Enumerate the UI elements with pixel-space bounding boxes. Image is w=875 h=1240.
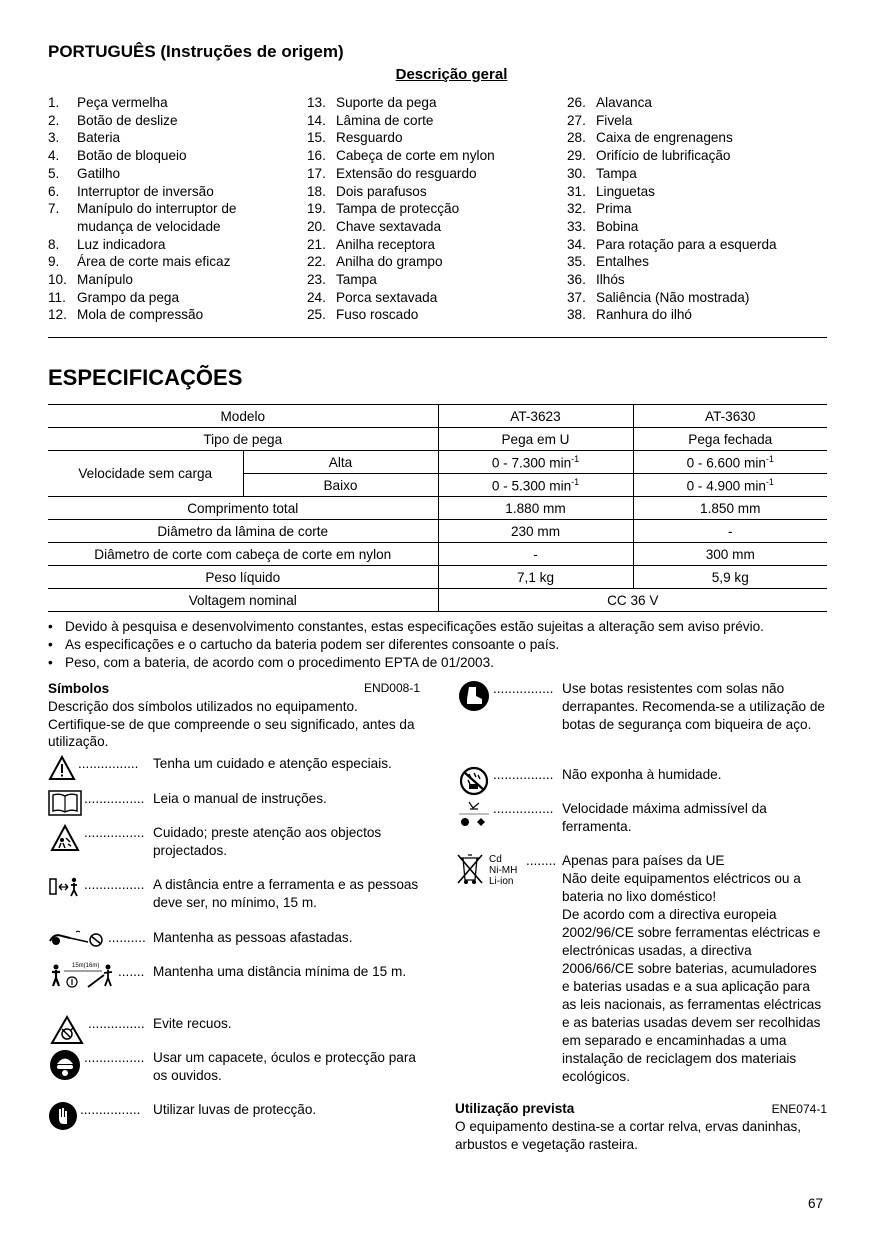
item-label: Manípulo do interruptor de mudança de velocidade [77, 201, 237, 234]
item-label: Manípulo [77, 272, 133, 288]
item-label: Anilha do grampo [336, 254, 443, 270]
item-number: 5. [48, 165, 60, 181]
list-item: • Devido à pesquisa e desenvolvimento constantes, estas especificações estão sujeitas a alteração sem aviso prévio. [48, 619, 764, 634]
table-cell: Baixo [243, 474, 438, 497]
list-item [567, 183, 827, 201]
table-cell: 0 - 7.300 $\min^{-1}$ [438, 451, 633, 474]
keep-away-icon [46, 929, 108, 949]
item-label: Bateria [77, 130, 121, 146]
item-number: 28. [567, 130, 586, 146]
item-number: 24. [307, 289, 326, 305]
table-row [48, 428, 827, 451]
symbol-row: ................ Cuidado; preste atenção aos objectos projectados. [46, 824, 426, 860]
item-number: 29. [567, 148, 586, 164]
item-number: 20. [307, 218, 326, 234]
table-cell: 300 mm [633, 543, 827, 566]
item-number: 15. [307, 130, 326, 146]
table-cell: Peso líquido [48, 566, 438, 589]
item-label: Fuso roscado [336, 307, 419, 323]
item-number: 9. [48, 254, 60, 270]
helmet-goggles-icon [46, 1049, 84, 1085]
item-number: 11. [48, 289, 66, 305]
list-item [307, 236, 552, 254]
manual-book-icon [46, 790, 84, 816]
item-number: 16. [307, 148, 326, 164]
item-number: 1. [48, 95, 60, 110]
gloves-icon [46, 1101, 80, 1131]
table-cell: 0 - 5.300 $\min^{-1}$ [438, 474, 633, 497]
item-number: 6. [48, 183, 60, 199]
table-cell: AT-3623 [438, 405, 633, 428]
item-number: 35. [567, 254, 586, 270]
item-label: Ilhós [596, 272, 625, 288]
item-label: Porca sextavada [336, 289, 438, 305]
item-number: 33. [567, 218, 586, 234]
item-label: Linguetas [596, 183, 655, 199]
item-label: Botão de bloqueio [77, 148, 187, 164]
symbol-row: ................ Não exponha à humidade. [455, 766, 827, 796]
item-number: 34. [567, 236, 586, 252]
item-label: Tampa [596, 165, 637, 181]
table-cell: Tipo de pega [48, 428, 438, 451]
table-row [48, 451, 827, 474]
parts-column-1 [48, 94, 288, 324]
table-cell: - [633, 520, 827, 543]
distance-icon [46, 876, 84, 912]
list-item [48, 306, 288, 324]
item-label: Fivela [596, 112, 633, 128]
item-label: Bobina [596, 218, 639, 234]
item-number: 3. [48, 130, 60, 146]
projected-objects-icon [46, 824, 84, 860]
list-item [307, 165, 552, 183]
specs-table [48, 404, 827, 612]
item-label: Botão de deslize [77, 112, 178, 128]
table-cell: AT-3630 [633, 405, 827, 428]
symbol-row: ................ A distância entre a ferramenta e as pessoas deve ser, no mínimo, 15 m. [46, 876, 426, 912]
symbol-row: Cd Ni-MH Li-ion ........ Apenas para países da UE Não deite equipamentos eléctricos ou a bateria no lixo doméstico! De acordo com a directiva europeia 2002/96/CE sobre ferramentas eléctricas e electrónicas usadas, a directiva 2006/66/CE sobre baterias, acumuladores e baterias usadas e a sua aplicação para as leis nacionais, as ferramentas eléctricas e as baterias usadas devem ser recolhidas em separado e encaminhadas a uma instalação de reciclagem dos materiais ecológicos. [455, 852, 827, 1086]
item-label: Para rotação para a esquerda [596, 236, 777, 252]
list-item [48, 289, 288, 307]
usage-title: Utilização prevista [455, 1101, 575, 1116]
item-label: Saliência (Não mostrada) [596, 289, 750, 305]
list-item [567, 253, 827, 271]
table-cell: 5,9 kg [633, 566, 827, 589]
table-row [48, 497, 827, 520]
parts-column-3 [567, 94, 827, 324]
list-item [567, 306, 827, 324]
item-number: 21. [307, 236, 326, 252]
item-number: 4. [48, 148, 60, 164]
symbol-row: .......... Mantenha as pessoas afastadas. [46, 929, 426, 949]
item-label: Dois parafusos [336, 183, 427, 199]
symbol-row: ................ Use botas resistentes com solas não derrapantes. Recomenda-se a utilização de botas de segurança com biqueira de aço. [455, 680, 827, 734]
item-label: Prima [596, 201, 632, 217]
item-number: 23. [307, 272, 326, 288]
symbol-row: ................ Tenha um cuidado e atenção especiais. [46, 755, 426, 781]
list-item [48, 112, 288, 130]
list-item [307, 218, 552, 236]
symbol-row: ................ Utilizar luvas de protecção. [46, 1101, 426, 1131]
list-item [307, 183, 552, 201]
item-number: 36. [567, 272, 586, 288]
parts-column-2 [307, 94, 552, 324]
kickback-icon [46, 1015, 88, 1045]
list-item [567, 94, 827, 112]
table-row [48, 543, 827, 566]
item-number: 10. [48, 272, 67, 288]
list-item [307, 129, 552, 147]
page-number: 67 [808, 1196, 824, 1211]
item-number: 19. [307, 201, 326, 217]
table-row [48, 520, 827, 543]
item-number: 2. [48, 112, 60, 128]
symbol-row: ............... Evite recuos. [46, 1015, 426, 1045]
table-cell: Diâmetro da lâmina de corte [48, 520, 438, 543]
item-label: Tampa [336, 272, 377, 288]
item-label: Resguardo [336, 130, 403, 146]
item-label: Grampo da pega [77, 289, 180, 305]
table-row [48, 589, 827, 612]
spec-notes [48, 618, 764, 672]
table-cell: Comprimento total [48, 497, 438, 520]
item-number: 25. [307, 307, 326, 323]
table-cell: 0 - 6.600 $\min^{-1}$ [633, 451, 827, 474]
symbol-row: ................ Velocidade máxima admissível da ferramenta. [455, 800, 827, 836]
item-label: Caixa de engrenagens [596, 130, 733, 146]
item-number: 17. [307, 165, 326, 181]
item-label: Mola de compressão [77, 307, 204, 323]
list-item [48, 183, 288, 201]
table-cell: 0 - 4.900 $\min^{-1}$ [633, 474, 827, 497]
item-number: 38. [567, 307, 586, 323]
table-cell: Velocidade sem carga [48, 451, 243, 497]
symbols-header [48, 680, 420, 751]
list-item [567, 112, 827, 130]
table-row [48, 405, 827, 428]
item-number: 18. [307, 183, 326, 199]
list-item [307, 253, 552, 271]
table-cell: Modelo [48, 405, 438, 428]
table-cell: 1.850 mm [633, 497, 827, 520]
usage-code: ENE074-1 [771, 1102, 827, 1116]
item-number: 30. [567, 165, 586, 181]
section-heading: Descrição geral [395, 66, 508, 83]
item-label: Anilha receptora [336, 236, 435, 252]
list-item [48, 129, 288, 147]
item-number: 8. [48, 236, 60, 252]
item-label: Alavanca [596, 95, 652, 110]
item-number: 7. [48, 201, 60, 217]
item-label: Tampa de protecção [336, 201, 460, 217]
list-item [48, 200, 288, 235]
item-number: 37. [567, 289, 586, 305]
list-item [567, 289, 827, 307]
list-item [567, 147, 827, 165]
list-item [567, 218, 827, 236]
divider [48, 337, 827, 338]
table-cell: - [438, 543, 633, 566]
item-number: 12. [48, 307, 67, 323]
table-cell: Voltagem nominal [48, 589, 438, 612]
list-item [307, 200, 552, 218]
item-label: Orifício de lubrificação [596, 148, 731, 164]
min-distance-icon: 15m(16m) [46, 963, 118, 989]
symbols-code: END008-1 [363, 681, 420, 695]
list-item: • As especificações e o cartucho da bateria podem ser diferentes consoante o país. [48, 637, 560, 652]
item-label: Gatilho [77, 165, 121, 181]
list-item [307, 271, 552, 289]
boots-icon [455, 680, 493, 734]
specs-title: ESPECIFICAÇÕES [48, 365, 243, 390]
list-item [567, 236, 827, 254]
item-label: Ranhura do ilhó [596, 307, 692, 323]
item-number: 32. [567, 201, 586, 217]
item-label: Interruptor de inversão [77, 183, 214, 199]
item-label: Luz indicadora [77, 236, 166, 252]
item-label: Extensão do resguardo [336, 165, 477, 181]
warning-triangle-icon [46, 755, 78, 781]
item-label: Suporte da pega [336, 95, 437, 110]
list-item [307, 306, 552, 324]
item-label: Área de corte mais eficaz [77, 254, 231, 270]
item-label: Chave sextavada [336, 218, 442, 234]
list-item [567, 165, 827, 183]
table-cell: Pega fechada [633, 428, 827, 451]
list-item [567, 271, 827, 289]
list-item [48, 94, 288, 112]
list-item [48, 147, 288, 165]
item-number: 22. [307, 254, 326, 270]
item-label: Entalhes [596, 254, 649, 270]
list-item [48, 253, 288, 271]
symbols-title: Símbolos [48, 681, 110, 696]
list-item [567, 200, 827, 218]
item-label: Peça vermelha [77, 95, 168, 110]
symbol-row: 15m(16m) ....... Mantenha uma distância mínima de 15 m. [46, 963, 426, 989]
list-item [307, 94, 552, 112]
symbol-row: ................ Leia o manual de instruções. [46, 790, 426, 816]
list-item [567, 129, 827, 147]
intended-use [455, 1100, 827, 1154]
item-number: 27. [567, 112, 586, 128]
list-item [307, 112, 552, 130]
table-row [48, 566, 827, 589]
item-label: Lâmina de corte [336, 112, 434, 128]
list-item: • Peso, com a bateria, de acordo com o procedimento EPTA de 01/2003. [48, 655, 494, 670]
usage-text: O equipamento destina-se a cortar relva, ervas daninhas, arbustos e vegetação rasteira. [455, 1119, 802, 1152]
table-cell: Diâmetro de corte com cabeça de corte em nylon [48, 543, 438, 566]
item-number: 26. [567, 95, 586, 110]
list-item [48, 271, 288, 289]
symbol-row: ................ Usar um capacete, óculos e protecção para os ouvidos. [46, 1049, 426, 1085]
item-label: Cabeça de corte em nylon [336, 148, 495, 164]
item-number: 31. [567, 183, 586, 199]
list-item [48, 165, 288, 183]
table-cell: Pega em U [438, 428, 633, 451]
list-item [307, 147, 552, 165]
item-number: 14. [307, 112, 326, 128]
weee-bin-icon: Cd Ni-MH Li-ion [455, 852, 526, 1086]
table-cell: 230 mm [438, 520, 633, 543]
list-item [307, 289, 552, 307]
table-cell: Alta [243, 451, 438, 474]
max-speed-icon [455, 800, 493, 836]
symbols-intro: Descrição dos símbolos utilizados no equipamento. Certifique-se de que compreende o seu significado, antes da utilização. [48, 698, 415, 750]
no-humidity-icon [455, 766, 493, 796]
table-cell: 7,1 kg [438, 566, 633, 589]
page-title: PORTUGUÊS (Instruções de origem) [48, 42, 344, 61]
table-cell: CC 36 V [438, 589, 827, 612]
item-number: 13. [307, 95, 326, 110]
list-item [48, 236, 288, 254]
table-cell: 1.880 mm [438, 497, 633, 520]
